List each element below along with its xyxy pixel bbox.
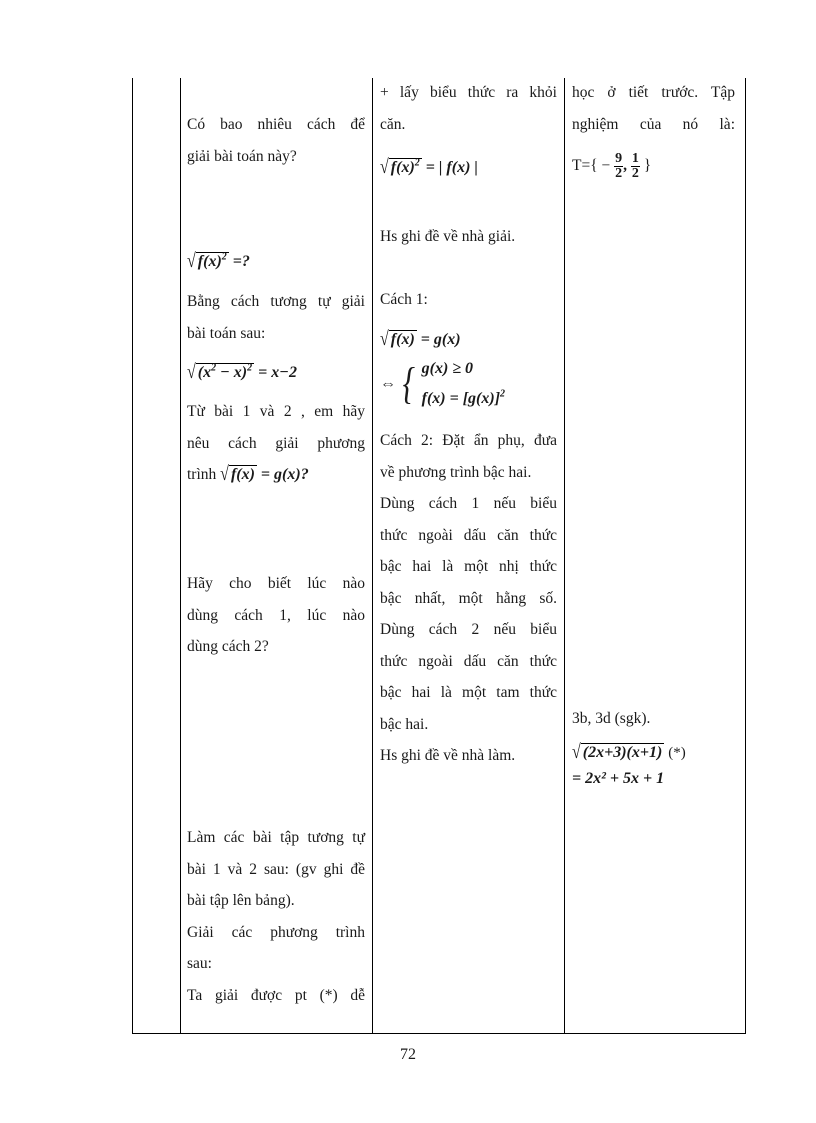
brace-icon: { — [402, 359, 415, 408]
exercise-reference: 3b, 3d (sgk). — [572, 710, 651, 727]
table-border-left — [132, 78, 133, 1034]
method-1-equation: √ f(x) = g(x) — [380, 328, 461, 351]
table-border-col3 — [564, 78, 565, 1034]
table-border-bottom — [132, 1033, 746, 1034]
table-border-col2 — [372, 78, 373, 1034]
abs-identity: √ $f(x)^2$ = | f(x) | — [380, 156, 478, 179]
table-border-right — [745, 78, 746, 1034]
similar-problem: Bằng cách tương tự giải bài toán sau: — [187, 293, 365, 342]
method-2: Cách 2: Đặt ẩn phụ, đưa về phương trình bậc hai. Dùng cách 1 nếu biểu thức ngoài dấu căn thức bậc hai là một nhị thức bậc nhất, một hằng số. Dùng cách 2 nếu biểu thức ngoài dấu căn thức bậc hai là một tam thức bậc hai. Hs ghi đề về nhà làm. — [380, 432, 557, 764]
general-equation: √ f(x) = g(x)? — [220, 463, 309, 486]
table-border-col1 — [180, 78, 181, 1034]
take-out-of-root: + lấy biểu thức ra khỏi căn. — [380, 84, 557, 133]
fraction-nine-halves: $\frac{9}{2}$ — [615, 150, 623, 181]
when-question: Hãy cho biết lúc nào dùng cách 1, lúc nào dùng cách 2? — [187, 575, 365, 655]
sqrt-square-question: √ $f(x)^2$ =? — [187, 250, 250, 273]
solution-set: T={ − $\frac{9}{2}$ , $\frac{1}{2}$ } — [572, 150, 652, 181]
fraction-one-half: $\frac{1}{2}$ — [631, 150, 639, 181]
from-exercises: Từ bài 1 và 2 , em hãy nêu cách giải phương trình √ f(x) = g(x)? — [187, 403, 365, 486]
exercise-instructions: Làm các bài tập tương tự bài 1 và 2 sau: (gv ghi đề bài tập lên bảng). Giải các phương trình sau: Ta giải được pt (*) dễ — [187, 829, 365, 1004]
learned-previous: học ở tiết trước. Tập nghiệm của nó là: — [572, 84, 735, 133]
page-number: 72 — [400, 1046, 416, 1063]
example-equation: √ $(x^2 - x)^2 = x-2$ — [187, 361, 297, 384]
homework-note-1: Hs ghi đề về nhà giải. — [380, 228, 516, 245]
method-1-label: Cách 1: — [380, 291, 428, 308]
method-1-system: ⇔ { g(x) ≥ 0 $f(x) = [g(x)]^2$ — [380, 359, 506, 408]
question-methods: Có bao nhiêu cách để giải bài toán này? — [187, 116, 365, 165]
exercise-equation: √ (2x+3)(x+1) (*) = 2x² + 5x + 1 — [572, 741, 686, 787]
